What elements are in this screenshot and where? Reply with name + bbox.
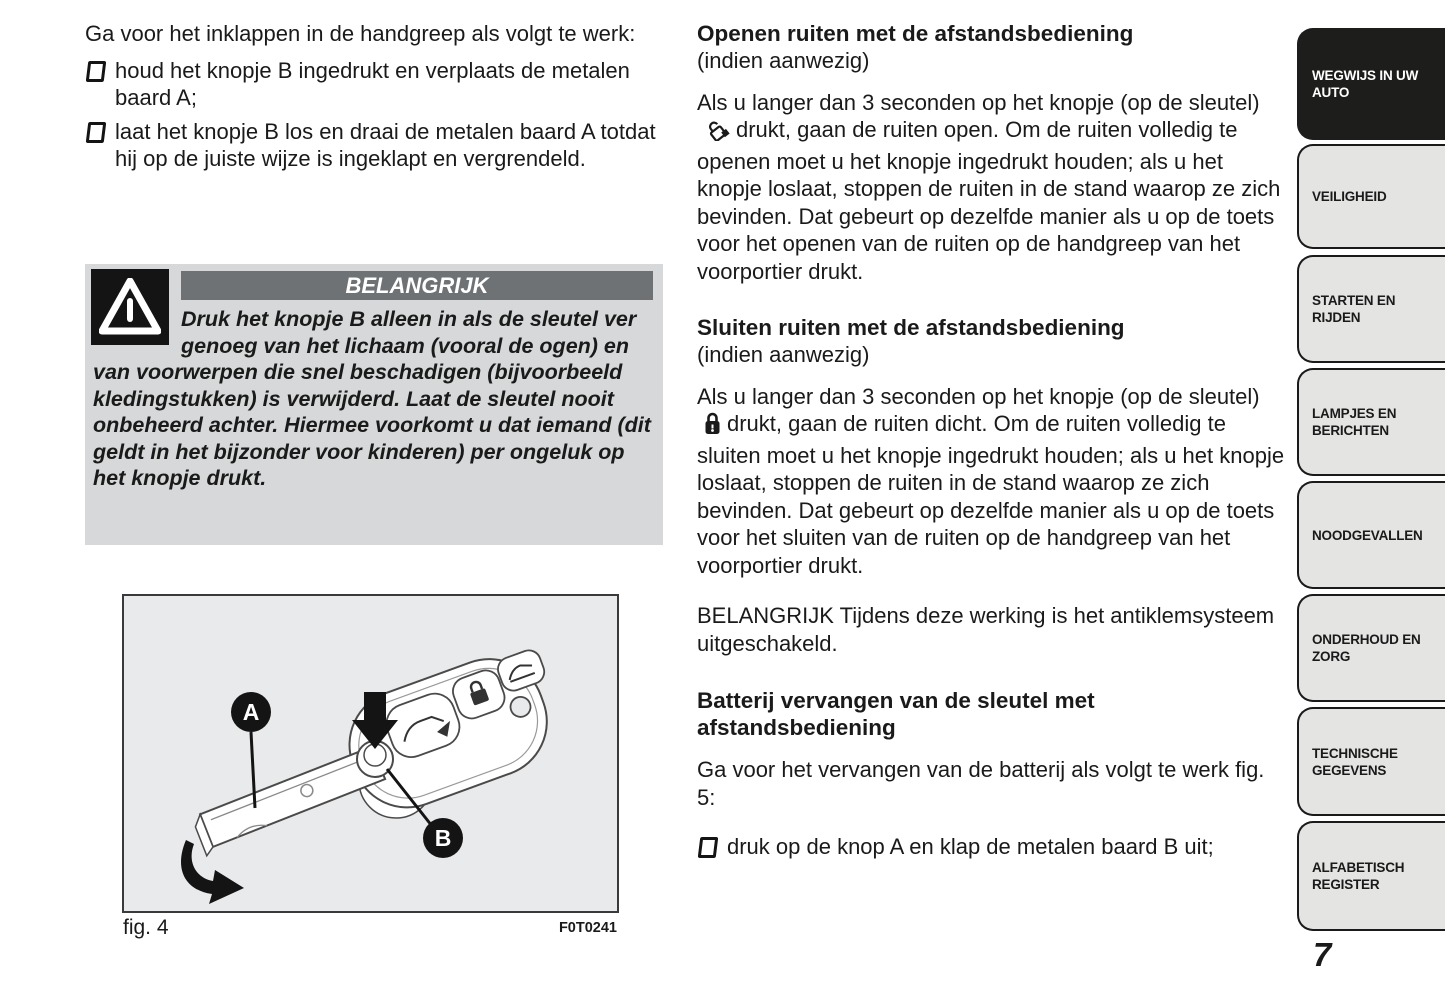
section-heading-close-windows: Sluiten ruiten met de afstandsbediening: [697, 315, 1125, 340]
important-warning-box: [85, 264, 663, 545]
sidebar-tab-onderhoud-en-zorg[interactable]: [1297, 594, 1445, 702]
list-item: [85, 118, 663, 172]
list-item: [697, 833, 1285, 861]
tab-label: LAMPJES EN BERICHTEN: [1312, 406, 1397, 438]
paragraph-text: drukt, gaan de ruiten dicht. Om de ruiten volledig te sluiten moet u het knopje ingedrukt houden; als u het knopje loslaat, stoppen de ruiten in de stand waarop ze zich bevinden. Dat gebeurt op dezelfde manier als u op de toets voor het sluiten van de ruiten op de handgreep van het voorportier drukt.: [697, 411, 1285, 578]
sidebar-tab-noodgevallen[interactable]: [1297, 481, 1445, 589]
section-heading-open-windows: Openen ruiten met de afstandsbediening: [697, 21, 1134, 46]
tab-label: STARTEN EN RIJDEN: [1312, 293, 1396, 325]
tab-label: VEILIGHEID: [1312, 189, 1387, 204]
tab-label: WEGWIJS IN UW AUTO: [1312, 68, 1419, 100]
intro-paragraph: Ga voor het inklappen in de handgreep als volgt te werk:: [85, 21, 636, 46]
list-item-text: druk op de knop A en klap de metalen baard B uit;: [727, 834, 1214, 859]
square-bullet-icon: [86, 122, 107, 143]
list-item: [85, 57, 663, 111]
section-heading-battery: Batterij vervangen van de sleutel met afstandsbediening: [697, 688, 1095, 740]
tab-label: ONDERHOUD EN ZORG: [1312, 632, 1421, 664]
warning-title: BELANGRIJK: [345, 272, 489, 298]
figure-code: F0T0241: [558, 920, 617, 936]
important-note: BELANGRIJK Tijdens deze werking is het antiklemsysteem uitgeschakeld.: [697, 603, 1275, 656]
warning-title-bar: [181, 271, 653, 300]
list-item-text: houd het knopje B ingedrukt en verplaats de metalen baard A;: [115, 58, 630, 110]
section-subheading: (indien aanwezig): [697, 48, 870, 73]
close-windows-paragraph: [697, 383, 1285, 580]
paragraph-text: Als u langer dan 3 seconden op het knopje (op de sleutel): [697, 383, 1260, 409]
sidebar-tab-alfabetisch-register[interactable]: [1297, 821, 1445, 931]
paragraph-text: Als u langer dan 3 seconden op het knopje (op de sleutel): [697, 89, 1260, 115]
tab-label: ALFABETISCH REGISTER: [1312, 860, 1405, 892]
sidebar-tab-lampjes-en-berichten[interactable]: [1297, 368, 1445, 476]
paragraph-text: drukt, gaan de ruiten open. Om de ruiten volledig te openen moet u het knopje ingedrukt houden; als u het knopje loslaat, stoppen de ruiten in de stand waarop ze zich bevinden. Dat gebeurt op dezelfde manier als u op de toets voor het openen van de ruiten op de handgreep van het voorportier drukt.: [697, 117, 1281, 284]
list-item-text: laat het knopje B los en draai de metalen baard A totdat hij op de juiste wijze is ingeklapt en vergrendeld.: [115, 119, 656, 171]
right-column: [697, 20, 1285, 861]
unlock-padlock-icon: [704, 119, 730, 148]
label-a-text: A: [242, 699, 260, 725]
lock-padlock-icon: [704, 412, 721, 442]
sidebar-tab-starten-en-rijden[interactable]: [1297, 255, 1445, 363]
left-column: [85, 20, 663, 172]
label-b-text: B: [434, 825, 452, 851]
warning-body-text: Druk het knopje B alleen in als de sleutel ver genoeg van het lichaam (vooral de ogen) en van voorwerpen die snel beschadigen (bijvoorbeeld kledingstukken) is verwijderd. Laat de sleutel nooit onbeheerd achter. Hiermee voorkomt u dat iemand (dit geldt in het bijzonder voor kinderen) per ongeluk op het knopje drukt.: [93, 307, 651, 490]
square-bullet-icon: [698, 837, 719, 858]
sidebar-tab-veiligheid[interactable]: [1297, 144, 1445, 249]
sidebar-tab-wegwijs-in-uw-auto[interactable]: [1297, 28, 1445, 140]
section-subheading: (indien aanwezig): [697, 342, 870, 367]
page-number: 7: [1313, 936, 1332, 973]
tab-label: NOODGEVALLEN: [1312, 527, 1423, 543]
figure-key-illustration: [122, 594, 619, 913]
figure-caption: fig. 4: [123, 916, 169, 939]
open-windows-paragraph: [697, 89, 1285, 286]
sidebar-tab-technische-gegevens[interactable]: [1297, 707, 1445, 816]
rotate-blade-arrow-icon: [181, 840, 244, 904]
battery-intro: Ga voor het vervangen van de batterij als volgt te werk fig. 5:: [697, 757, 1265, 810]
warning-triangle-icon: [91, 269, 169, 345]
square-bullet-icon: [86, 61, 107, 82]
tab-label: TECHNISCHE GEGEVENS: [1312, 745, 1398, 778]
flip-key-drawing: [124, 596, 617, 911]
